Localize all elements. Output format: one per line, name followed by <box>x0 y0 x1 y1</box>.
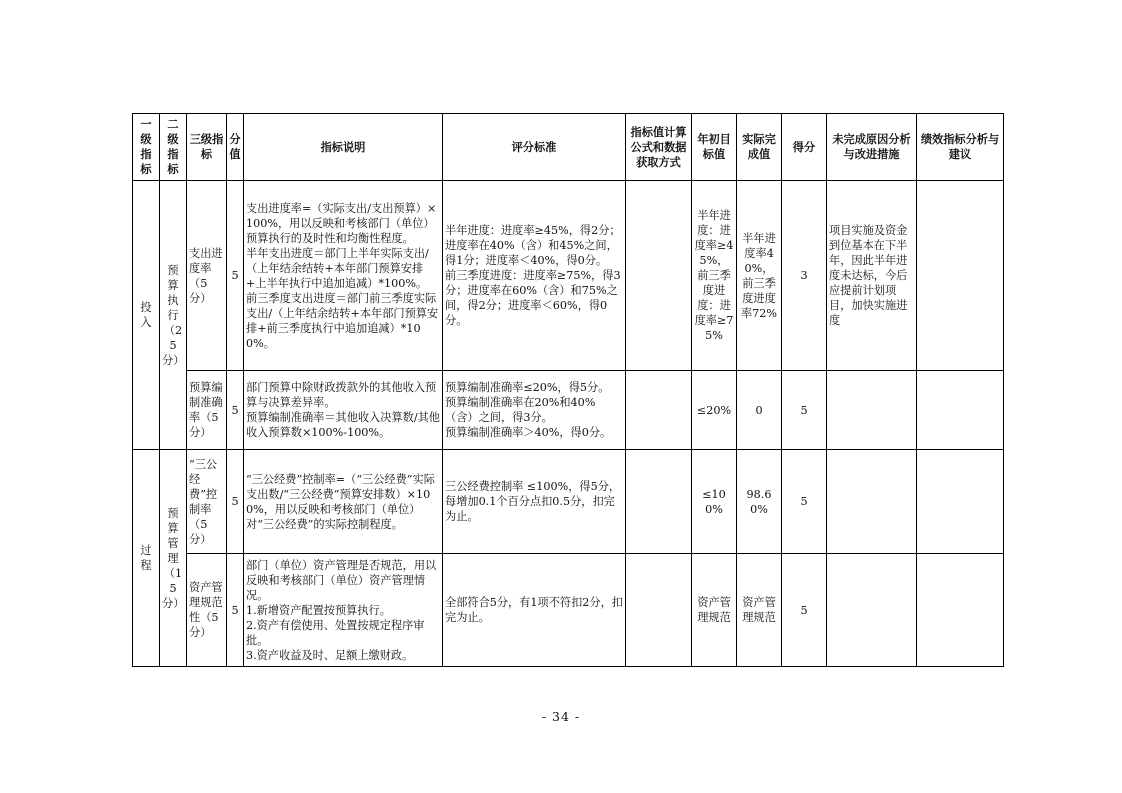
actual-cell: 0 <box>737 371 782 450</box>
level1-cell: 过程 <box>133 450 160 667</box>
header-reason: 未完成原因分析与改进措施 <box>827 114 917 181</box>
level3-cell: 资产管理规范性（5分） <box>187 554 227 667</box>
score-cell: 5 <box>782 371 827 450</box>
header-score: 得分 <box>782 114 827 181</box>
formula-cell <box>626 371 692 450</box>
header-target: 年初目标值 <box>692 114 737 181</box>
reason-cell: 项目实施及资金到位基本在下半年，因此半年进度未达标，今后应提前计划项目，加快实施进度 <box>827 181 917 371</box>
level2-cell: 预算执行（25分） <box>160 181 187 450</box>
target-cell: ≤100% <box>692 450 737 554</box>
actual-cell: 资产管理规范 <box>737 554 782 667</box>
score-cell: 3 <box>782 181 827 371</box>
header-level3: 三级指标 <box>187 114 227 181</box>
suggestion-cell <box>917 450 1004 554</box>
criteria-cell: 三公经费控制率 ≤100%，得5分，每增加0.1个百分点扣0.5分，扣完为止。 <box>443 450 626 554</box>
performance-indicator-table <box>132 113 1004 667</box>
score-value-cell: 5 <box>227 554 244 667</box>
page-number: - 34 - <box>541 709 581 724</box>
level3-cell: 预算编制准确率（5分） <box>187 371 227 450</box>
header-suggestion: 绩效指标分析与建议 <box>917 114 1004 181</box>
reason-cell <box>827 371 917 450</box>
table-row <box>133 371 1004 450</box>
level1-cell: 投入 <box>133 181 160 450</box>
level3-cell: 支出进度率（5分） <box>187 181 227 371</box>
header-criteria: 评分标准 <box>443 114 626 181</box>
table-row <box>133 181 1004 371</box>
criteria-cell: 预算编制准确率≤20%，得5分。 预算编制准确率在20%和40%（含）之间，得3分。 预算编制准确率＞40%，得0分。 <box>443 371 626 450</box>
description-cell: 支出进度率=（实际支出/支出预算）×100%，用以反映和考核部门（单位）预算执行的及时性和均衡性程度。 半年支出进度＝部门上半年实际支出/（上年结余结转+本年部门预算安排+上半年执行中追加追减）*100%。 前三季度支出进度＝部门前三季度实际支出/（上年结余结转+本年部门预算安排+前三季度执行中追加追减）*100%。 <box>244 181 443 371</box>
score-value-cell: 5 <box>227 371 244 450</box>
table-row <box>133 554 1004 667</box>
level2-cell: 预算管理（15分） <box>160 450 187 667</box>
criteria-cell: 半年进度：进度率≥45%，得2分；进度率在40%（含）和45%之间，得1分；进度率＜40%，得0分。 前三季度进度：进度率≥75%，得3分；进度率在60%（含）和75%之间，得2分；进度率＜60%，得0分。 <box>443 181 626 371</box>
suggestion-cell <box>917 554 1004 667</box>
actual-cell: 半年进度率40%，前三季度进度率72% <box>737 181 782 371</box>
formula-cell <box>626 450 692 554</box>
target-cell: ≤20% <box>692 371 737 450</box>
header-score-value: 分值 <box>227 114 244 181</box>
description-cell: 部门（单位）资产管理是否规范，用以反映和考核部门（单位）资产管理情况。 1.新增资产配置按预算执行。 2.资产有偿使用、处置按规定程序审批。 3.资产收益及时、足额上缴财政。 <box>244 554 443 667</box>
actual-cell: 98.60% <box>737 450 782 554</box>
suggestion-cell <box>917 181 1004 371</box>
target-cell: 资产管理规范 <box>692 554 737 667</box>
score-cell: 5 <box>782 554 827 667</box>
reason-cell <box>827 450 917 554</box>
formula-cell <box>626 554 692 667</box>
header-row <box>133 114 1004 181</box>
score-cell: 5 <box>782 450 827 554</box>
level3-cell: “三公经费”控制率（5分） <box>187 450 227 554</box>
suggestion-cell <box>917 371 1004 450</box>
score-value-cell: 5 <box>227 181 244 371</box>
formula-cell <box>626 181 692 371</box>
reason-cell <box>827 554 917 667</box>
table-row <box>133 450 1004 554</box>
description-cell: “三公经费”控制率=（“三公经费”实际支出数/“三公经费”预算安排数）×100%，用以反映和考核部门（单位）对“三公经费”的实际控制程度。 <box>244 450 443 554</box>
header-actual: 实际完成值 <box>737 114 782 181</box>
header-description: 指标说明 <box>244 114 443 181</box>
target-cell: 半年进度：进度率≥45%，前三季度进度：进度率≥75% <box>692 181 737 371</box>
score-value-cell: 5 <box>227 450 244 554</box>
header-formula: 指标值计算公式和数据获取方式 <box>626 114 692 181</box>
description-cell: 部门预算中除财政拨款外的其他收入预算与决算差异率。 预算编制准确率＝其他收入决算数/其他收入预算数×100%-100%。 <box>244 371 443 450</box>
header-level2: 二级指标 <box>160 114 187 181</box>
header-level1: 一级指标 <box>133 114 160 181</box>
criteria-cell: 全部符合5分，有1项不符扣2分，扣完为止。 <box>443 554 626 667</box>
